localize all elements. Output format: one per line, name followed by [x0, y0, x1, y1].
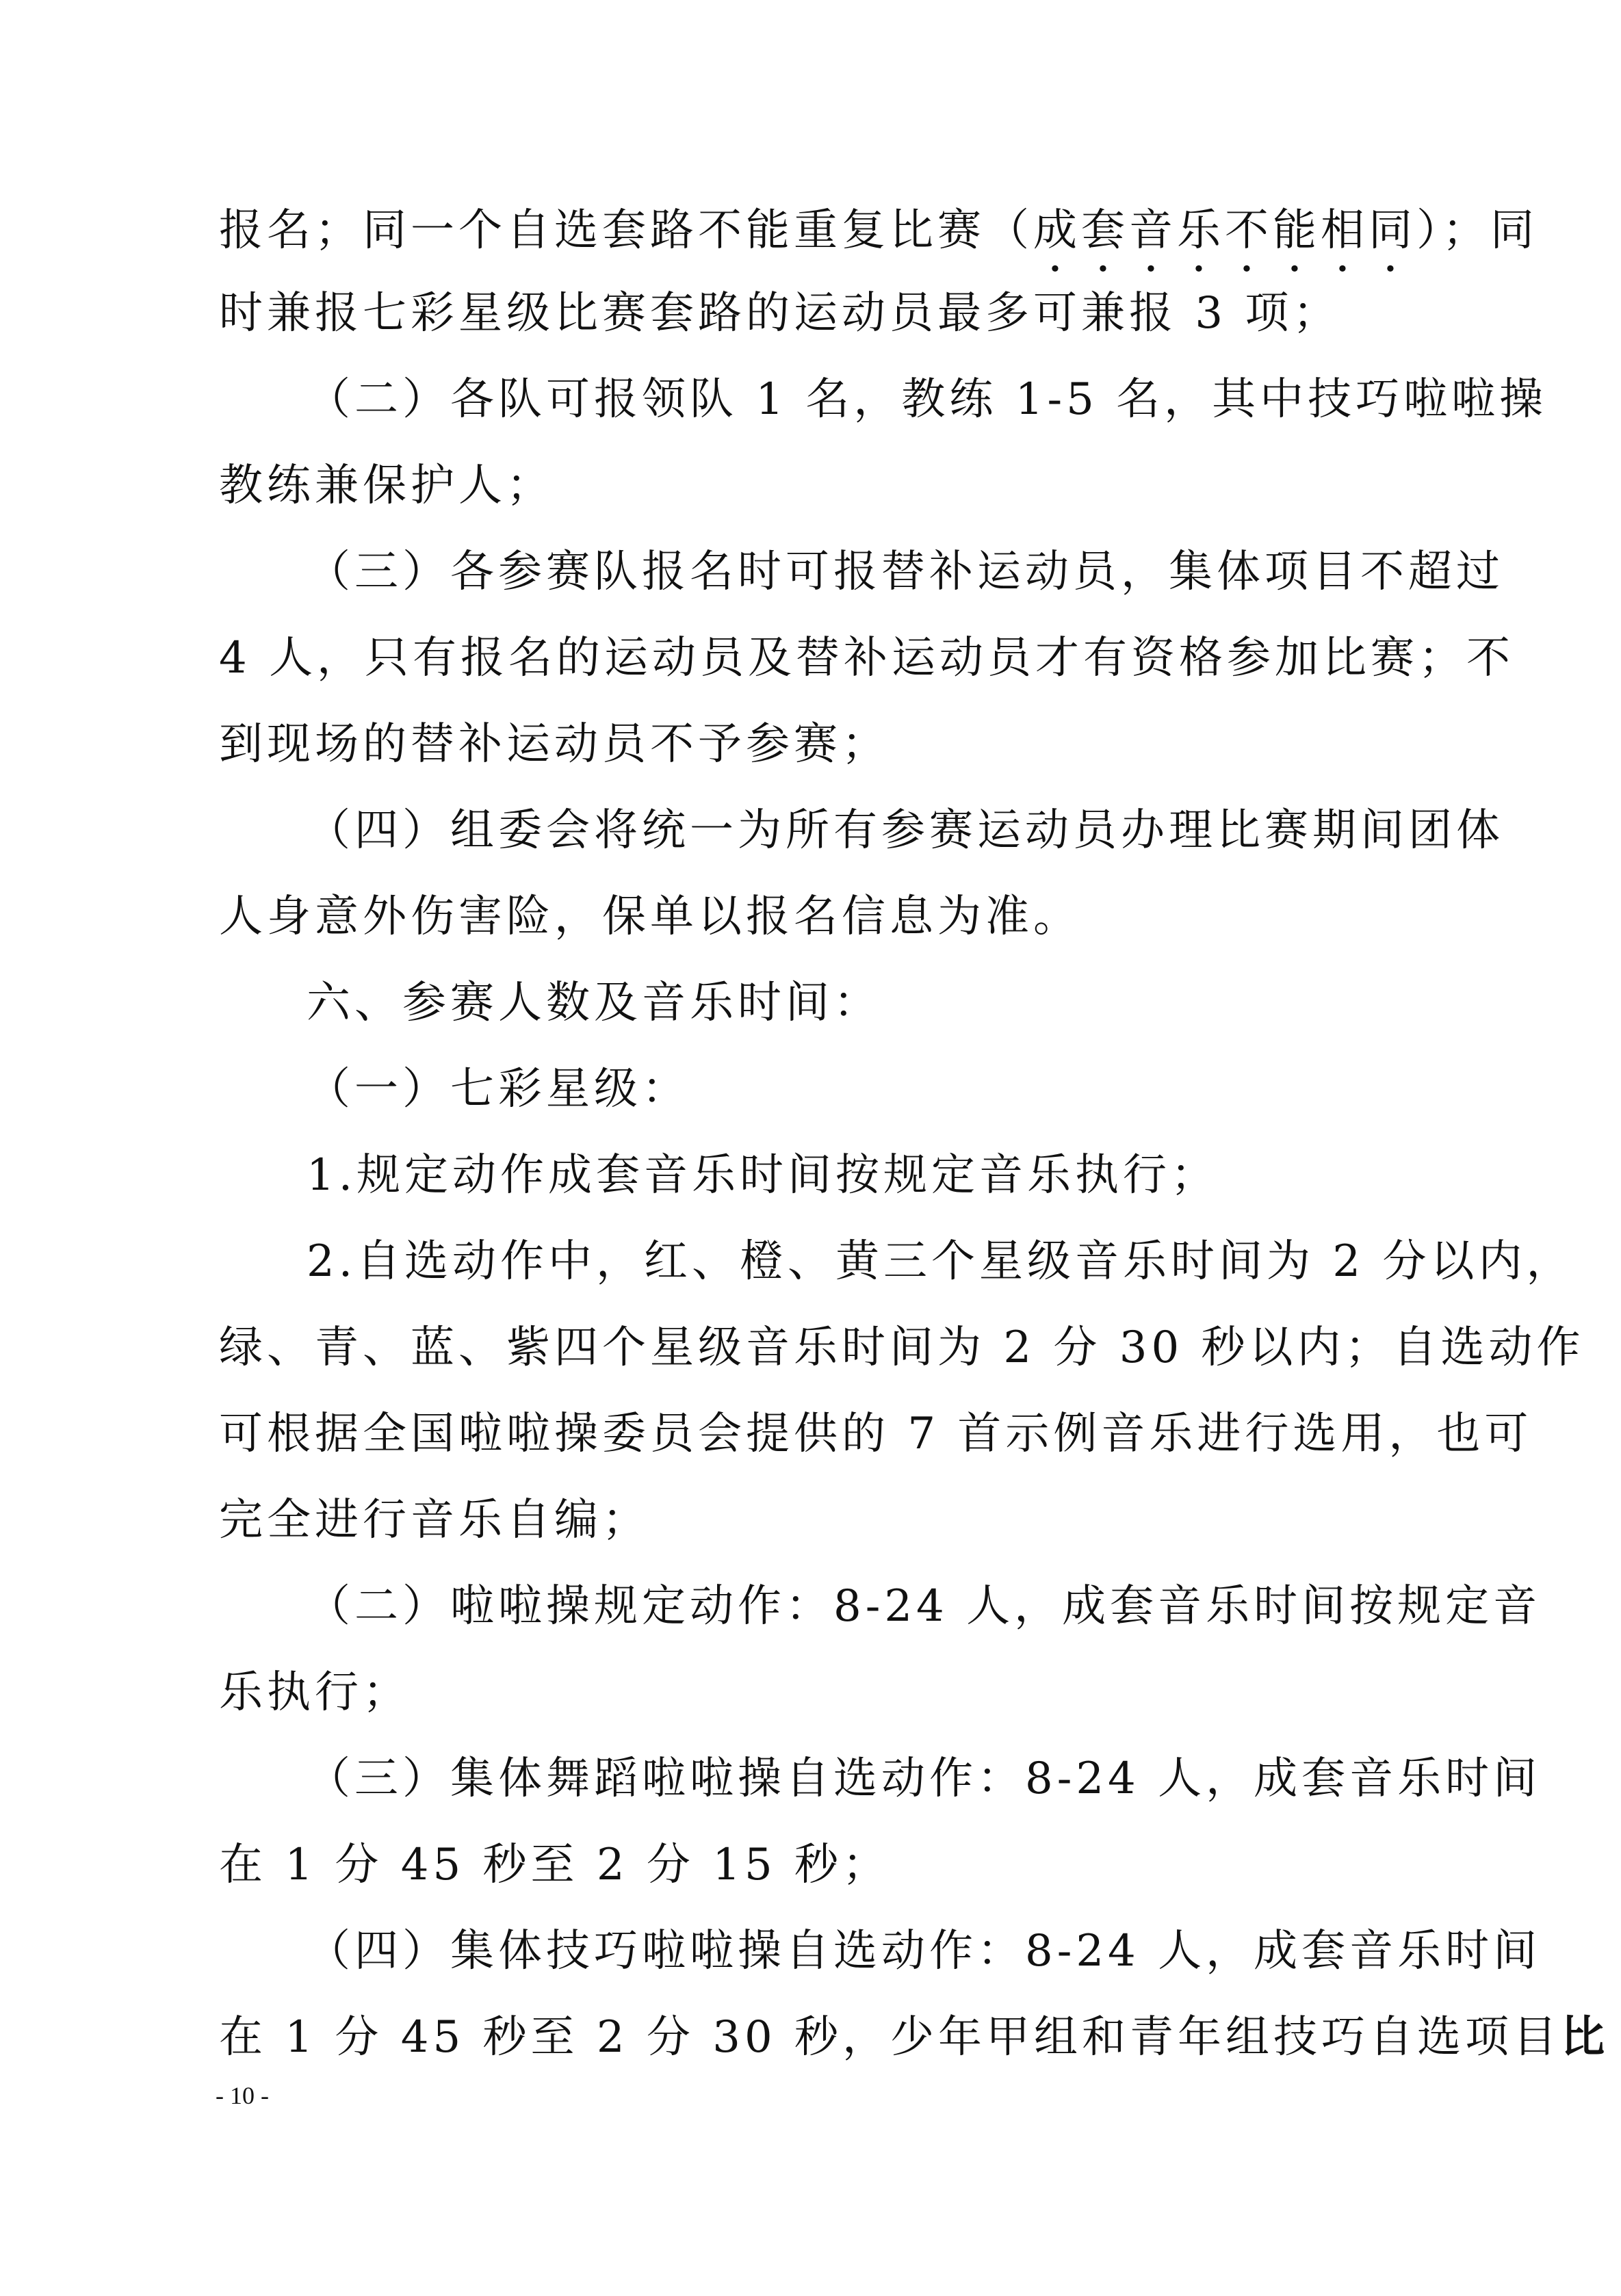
body-line-16: 完全进行音乐自编； [219, 1495, 650, 1545]
body-line-5: （三）各参赛队报名时可报替补运动员，集体项目不超过 [307, 547, 1504, 597]
body-line-2: 时兼报七彩星级比赛套路的运动员最多可兼报 3 项； [219, 288, 1341, 339]
line-1-end: ）；同 [1416, 205, 1538, 256]
body-line-14: 绿、青、蓝、紫四个星级音乐时间为 2 分 30 秒以内；自选动作 [219, 1322, 1585, 1373]
body-line-8: （四）组委会将统一为所有参赛运动员办理比赛期间团体 [307, 805, 1504, 856]
line-22-text: 在 1 分 45 秒至 2 分 30 秒，少年甲组和青年组技巧自选项目 [219, 2012, 1561, 2063]
body-line-17: （二）啦啦操规定动作：8-24 人，成套音乐时间按规定音 [307, 1581, 1542, 1632]
body-line-21: （四）集体技巧啦啦操自选动作：8-24 人，成套音乐时间 [307, 1926, 1542, 1977]
body-line-4: 教练兼保护人； [219, 460, 554, 511]
body-line-13: 2.自选动作中，红、橙、黄三个星级音乐时间为 2 分以内， [307, 1236, 1574, 1287]
body-line-7: 到现场的替补运动员不予参赛； [219, 719, 890, 770]
line-1-start: 报名；同一个自选套路不能重复比赛（ [219, 205, 1033, 256]
body-line-18: 乐执行； [219, 1667, 411, 1718]
subsection-heading-1: （一）七彩星级： [307, 1064, 690, 1114]
section-heading-6: 六、参赛人数及音乐时间： [307, 978, 881, 1028]
body-line-20: 在 1 分 45 秒至 2 分 15 秒； [219, 1840, 891, 1890]
body-line-19: （三）集体舞蹈啦啦操自选动作：8-24 人，成套音乐时间 [307, 1753, 1542, 1804]
body-line-3: （二）各队可报领队 1 名，教练 1-5 名，其中技巧啦啦操 [307, 374, 1548, 425]
body-line-22 [219, 2011, 1609, 2063]
page-number: - 10 - [216, 2082, 269, 2109]
emphasized-text: 成套音乐不能相同 [1033, 205, 1416, 256]
body-line-9: 人身意外伤害险，保单以报名信息为准。 [219, 891, 1081, 942]
bold-character: 比 [1561, 2011, 1609, 2063]
body-line-12: 1.规定动作成套音乐时间按规定音乐执行； [307, 1150, 1219, 1201]
body-line-6: 4 人，只有报名的运动员及替补运动员才有资格参加比赛；不 [219, 633, 1515, 683]
body-line-1 [219, 205, 1538, 282]
body-line-15: 可根据全国啦啦操委员会提供的 7 首示例音乐进行选用，也可 [219, 1409, 1533, 1459]
